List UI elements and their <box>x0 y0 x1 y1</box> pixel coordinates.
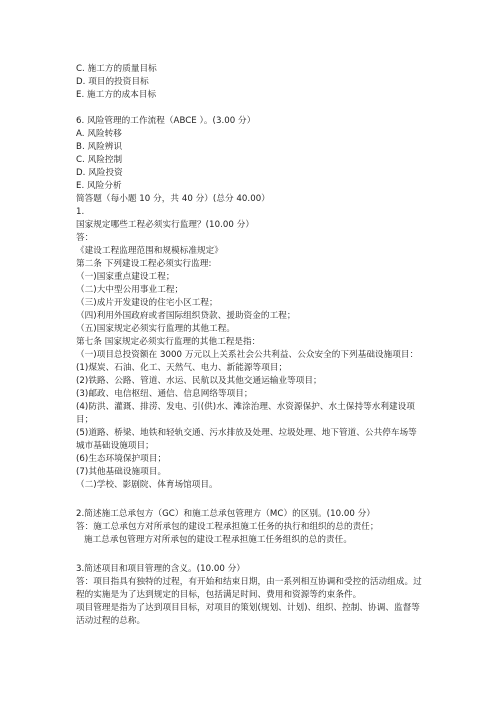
question-1-number: 1. <box>76 207 85 217</box>
answer-line: 答：项目指具有独特的过程，有开始和结束日期，由一系列相互协调和受控的活动组成。过 <box>76 577 422 587</box>
question-2-stem: 2.简述施工总承包方（GC）和施工总承包管理方（MC）的区别。(10.00 分） <box>76 509 375 519</box>
answer-label: 答： <box>76 233 94 243</box>
answer-line: （二)学校、影剧院、体育场馆项目。 <box>76 480 218 490</box>
answer-line: 项目管理是指为了达到项目目标，对项目的策划(规划、计划)、组织、控制、协调、监督等 <box>76 603 420 613</box>
answer-line: (2)铁路、公路、管道、水运、民航以及其他交通运输业等项目； <box>76 376 322 386</box>
answer-line: （五)国家规定必须实行监理的其他工程。 <box>76 324 235 334</box>
answer-line: (4)防洪、灌溉、排涝、发电、引(供)水、滩涂治理、水资源保护、水土保持等水利建设项 <box>76 402 415 412</box>
question-3-stem: 3.简述项目和项目管理的含义。(10.00 分） <box>76 564 245 574</box>
question-6-stem: 6. 风险管理的工作流程（ABCE ）。(3.00 分） <box>76 116 256 126</box>
answer-line: （二)大中型公用事业工程； <box>76 285 184 295</box>
q6-option-e: E. 风险分析 <box>76 181 122 191</box>
answer-line: 城市基础设施项目； <box>76 441 154 451</box>
answer-line: （一)国家重点建设工程； <box>76 272 175 282</box>
option-e: E. 施工方的成本目标 <box>76 90 157 100</box>
option-d: D. 项目的投资目标 <box>76 77 149 87</box>
question-1-stem: 国家规定哪些工程必须实行监理？(10.00 分） <box>76 220 254 230</box>
answer-line: 答：施工总承包方对所承包的建设工程承担施工任务的执行和组织的总的责任； <box>76 522 379 532</box>
answer-line: 目； <box>76 415 94 425</box>
answer-line: 第二条 下列建设工程必须实行监理: <box>76 259 212 269</box>
answer-line: (7)其他基础设施项目。 <box>76 467 167 477</box>
section-heading: 简答题（每小题 10 分，共 40 分）(总分 40.00） <box>76 194 270 204</box>
q6-option-b: B. 风险辨识 <box>76 142 123 152</box>
answer-line: (3)邮政、电信枢纽、通信、信息网络等项目； <box>76 389 253 399</box>
answer-line: （四)利用外国政府或者国际组织贷款、援助资金的工程； <box>76 311 296 321</box>
q6-option-d: D. 风险投资 <box>76 168 123 178</box>
answer-line: （三)成片开发建设的住宅小区工程； <box>76 298 218 308</box>
answer-line: 活动过程的总称。 <box>76 616 146 626</box>
q6-option-a: A. 风险转移 <box>76 129 122 139</box>
answer-line: 程的实施是为了达到规定的目标，包括满足时间、费用和资源等约束条件。 <box>76 590 362 600</box>
answer-line: (1)煤炭、石油、化工、天然气、电力、新能源等项目； <box>76 363 288 373</box>
answer-line: (5)道路、桥梁、地铁和轻轨交通、污水排放及处理、垃圾处理、地下管道、公共停车场等 <box>76 428 417 438</box>
answer-line: （一)项目总投资额在 3000 万元以上关系社会公共利益、公众安全的下列基础设施项目： <box>76 350 419 360</box>
answer-line: 第七条 国家规定必须实行监理的其他工程是指： <box>76 337 261 347</box>
option-c: C. 施工方的质量目标 <box>76 64 157 74</box>
q6-option-c: C. 风险控制 <box>76 155 123 165</box>
answer-line: 《建设工程监理范围和规模标准规定》 <box>76 246 223 256</box>
answer-line: (6)生态环境保护项目； <box>76 454 167 464</box>
answer-line: 施工总承包管理方对所承包的建设工程承担施工任务组织的总的责任。 <box>84 535 352 545</box>
